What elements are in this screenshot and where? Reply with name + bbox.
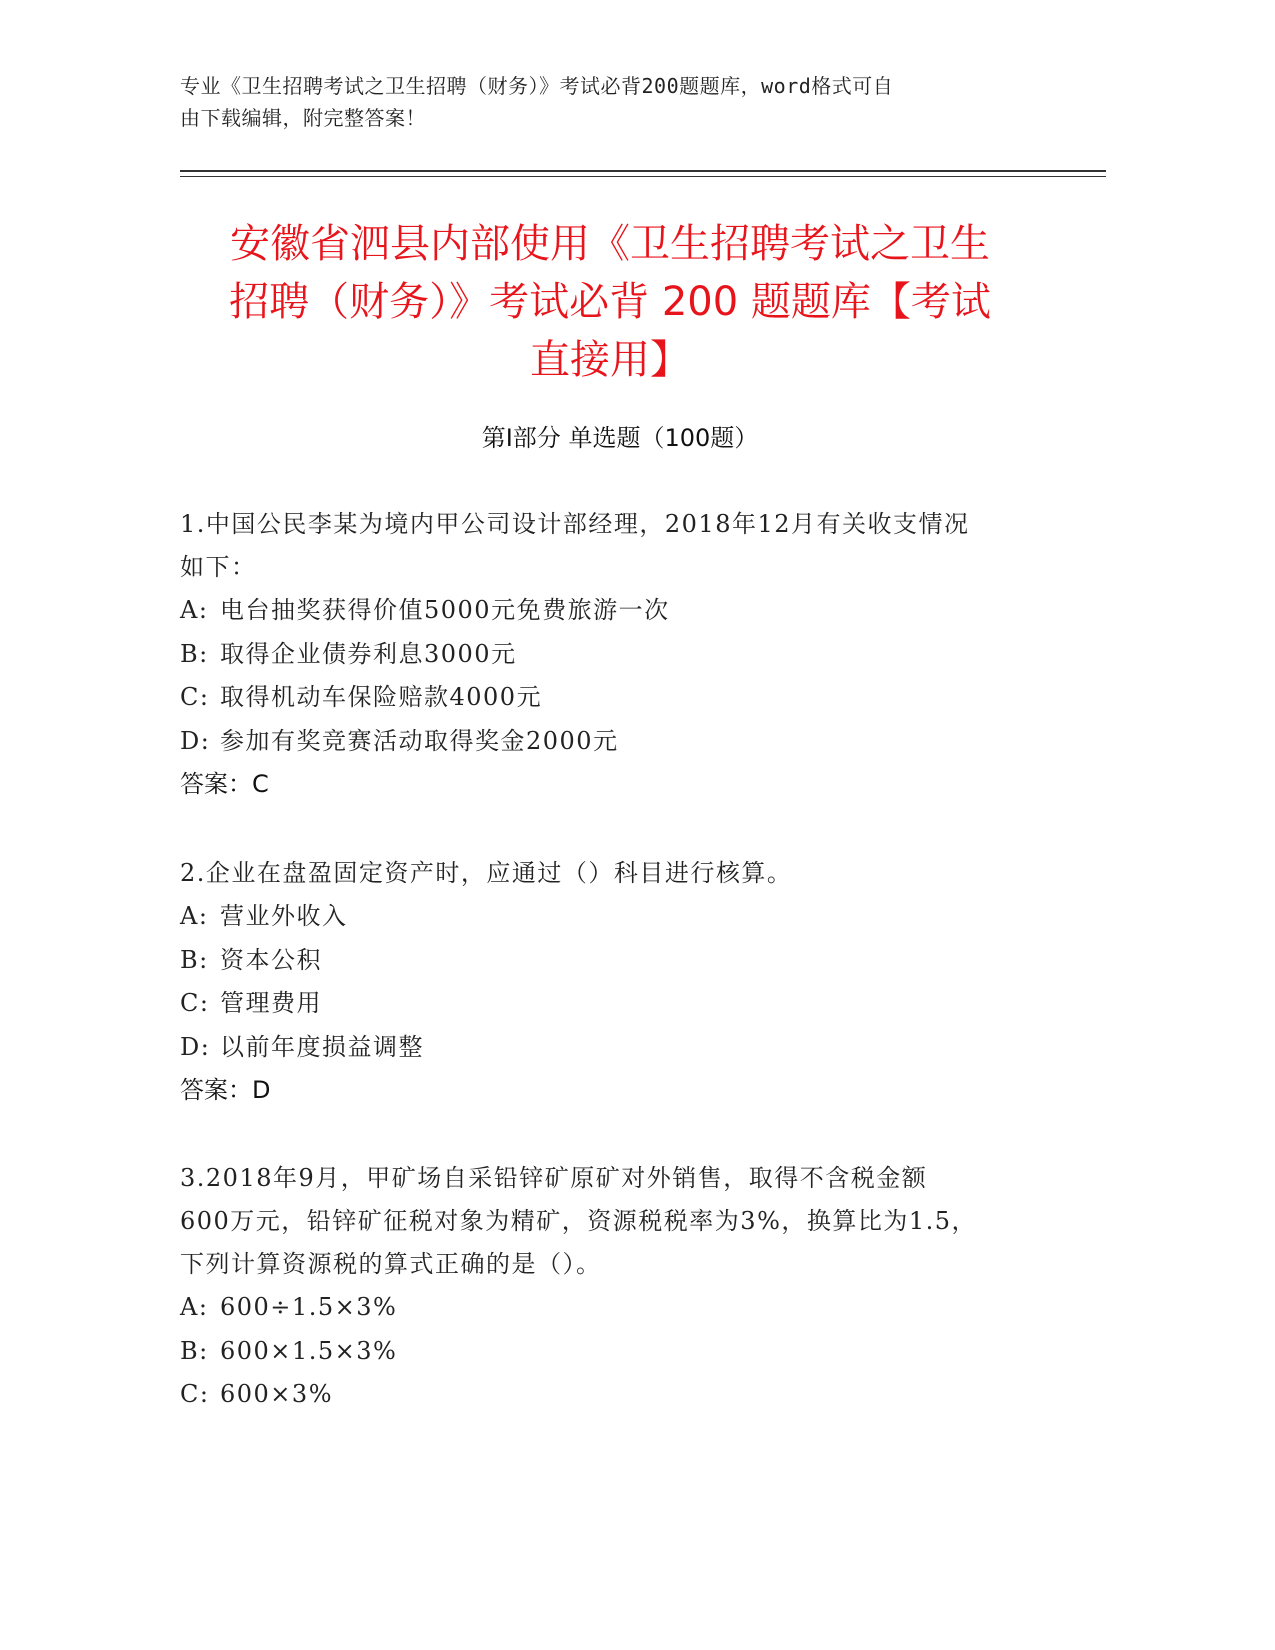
option-text: 取得企业债券利息3000元 bbox=[220, 639, 517, 668]
option-text: 资本公积 bbox=[220, 945, 322, 974]
option-key: A: bbox=[180, 902, 209, 930]
option-text: 管理费用 bbox=[220, 989, 322, 1017]
document-title-line-3: 直接用】 bbox=[530, 337, 690, 383]
option-key: A: bbox=[180, 596, 209, 624]
section-title: 第Ⅰ部分 单选题（100题） bbox=[481, 424, 759, 452]
header-note-line-2: 由下载编辑，附完整答案！ bbox=[180, 106, 426, 130]
document-title bbox=[175, 215, 1045, 389]
option-c bbox=[180, 676, 1060, 720]
option-b bbox=[180, 633, 1060, 677]
question-stem bbox=[180, 852, 1060, 895]
option-text: 600×3% bbox=[220, 1380, 333, 1408]
option-key: B: bbox=[180, 945, 209, 974]
question-2 bbox=[180, 852, 1060, 1112]
option-b bbox=[180, 1330, 1060, 1374]
question-stem-line: 如下： bbox=[180, 553, 257, 581]
option-key: B: bbox=[180, 639, 209, 668]
option-b bbox=[180, 939, 1060, 983]
option-text: 600÷1.5×3% bbox=[220, 1293, 398, 1321]
option-text: 参加有奖竞赛活动取得奖金2000元 bbox=[220, 726, 619, 755]
question-stem bbox=[180, 503, 1060, 589]
header-note bbox=[180, 70, 1040, 134]
option-key: C: bbox=[180, 683, 210, 711]
option-key: D: bbox=[180, 1032, 211, 1061]
option-d bbox=[180, 720, 1060, 764]
answer: 答案：D bbox=[180, 1076, 271, 1104]
question-stem-line: 下列计算资源税的算式正确的是（）。 bbox=[180, 1250, 602, 1278]
option-text: 以前年度损益调整 bbox=[220, 1032, 424, 1061]
option-d bbox=[180, 1026, 1060, 1070]
answer: 答案：C bbox=[180, 770, 269, 798]
option-key: C: bbox=[180, 1380, 210, 1408]
option-a bbox=[180, 895, 1060, 939]
document-title-line-2: 招聘（财务）》考试必背 200 题题库【考试 bbox=[229, 279, 991, 325]
option-text: 营业外收入 bbox=[220, 902, 348, 930]
question-stem-line: 600万元，铅锌矿征税对象为精矿，资源税税率为3%，换算比为1.5， bbox=[180, 1207, 978, 1235]
header-note-line-1: 专业《卫生招聘考试之卫生招聘（财务）》考试必背200题题库，word格式可自 bbox=[180, 74, 894, 98]
option-c bbox=[180, 982, 1060, 1026]
question-stem-line: 1.中国公民李某为境内甲公司设计部经理，2018年12月有关收支情况 bbox=[180, 510, 970, 538]
option-text: 600×1.5×3% bbox=[220, 1336, 398, 1365]
option-a bbox=[180, 1286, 1060, 1330]
header-divider-thick bbox=[180, 170, 1106, 172]
question-stem bbox=[180, 1157, 1060, 1286]
header-divider-thin bbox=[180, 176, 1106, 177]
document-title-line-1: 安徽省泗县内部使用《卫生招聘考试之卫生 bbox=[230, 221, 990, 267]
option-text: 取得机动车保险赔款4000元 bbox=[220, 683, 543, 711]
question-3 bbox=[180, 1157, 1060, 1417]
question-stem-line: 2.企业在盘盈固定资产时，应通过（）科目进行核算。 bbox=[180, 859, 793, 887]
option-a bbox=[180, 589, 1060, 633]
option-key: A: bbox=[180, 1293, 209, 1321]
option-c bbox=[180, 1373, 1060, 1417]
question-stem-line: 3.2018年9月，甲矿场自采铅锌矿原矿对外销售，取得不含税金额 bbox=[180, 1164, 928, 1192]
option-key: B: bbox=[180, 1336, 209, 1365]
option-text: 电台抽奖获得价值5000元免费旅游一次 bbox=[220, 596, 670, 624]
option-key: D: bbox=[180, 726, 211, 755]
option-key: C: bbox=[180, 989, 210, 1017]
question-1 bbox=[180, 503, 1060, 806]
